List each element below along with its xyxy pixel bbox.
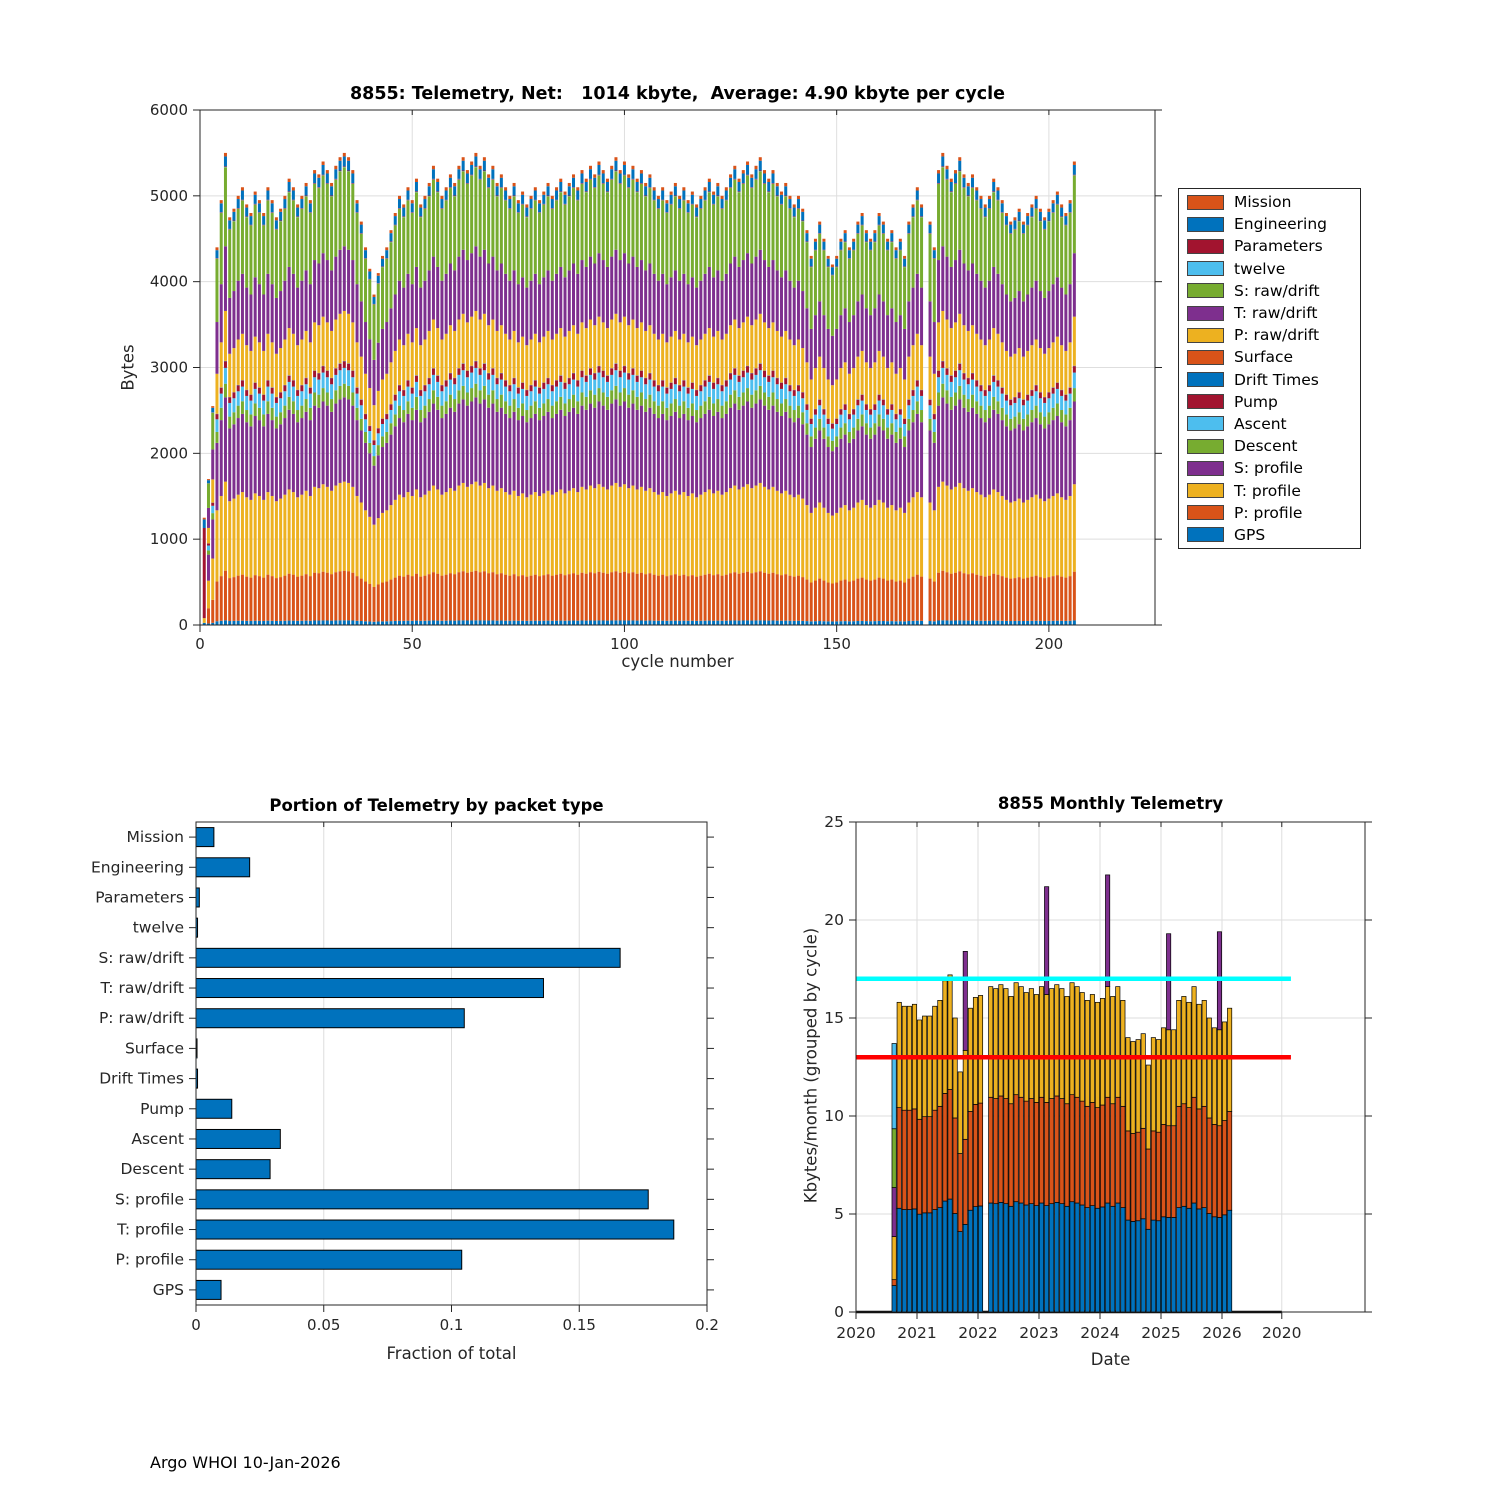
svg-text:100: 100 [610, 635, 639, 653]
svg-text:4000: 4000 [149, 272, 188, 291]
legend-swatch [1187, 483, 1224, 498]
svg-text:15: 15 [824, 1009, 844, 1027]
portion-chart-title: Portion of Telemetry by packet type [269, 796, 604, 815]
portion-chart-xlabel: Fraction of total [386, 1344, 517, 1363]
svg-text:1000: 1000 [149, 530, 188, 549]
monthly-chart [824, 813, 1372, 1342]
top-chart-bars [203, 153, 1076, 625]
legend-item-t-profile [1179, 479, 1360, 501]
legend-label: Parameters [1234, 237, 1323, 256]
monthly-chart-title: 8855 Monthly Telemetry [997, 794, 1224, 813]
legend-item-descent [1179, 435, 1360, 457]
legend-label: S: raw/drift [1234, 281, 1320, 300]
legend-item-p-raw-drift [1179, 324, 1360, 346]
svg-text:0: 0 [191, 1316, 201, 1334]
svg-text:Drift Times: Drift Times [99, 1069, 184, 1088]
svg-text:Mission: Mission [126, 828, 184, 847]
svg-text:0.15: 0.15 [562, 1316, 596, 1334]
legend-item-engineering [1179, 213, 1360, 235]
svg-text:5: 5 [834, 1205, 844, 1223]
monthly-chart-xlabel: Date [1090, 1350, 1131, 1369]
svg-text:2025: 2025 [1141, 1324, 1181, 1342]
legend-swatch [1187, 416, 1224, 431]
legend-swatch [1187, 505, 1224, 520]
svg-text:Parameters: Parameters [95, 888, 184, 907]
svg-text:2020: 2020 [1262, 1324, 1302, 1342]
figure-footer: Argo WHOI 10-Jan-2026 [150, 1453, 341, 1472]
legend-label: Ascent [1234, 414, 1287, 433]
svg-text:Descent: Descent [120, 1160, 184, 1179]
portion-chart [91, 822, 719, 1334]
svg-text:S: raw/drift: S: raw/drift [98, 948, 184, 967]
legend-label: Engineering [1234, 215, 1327, 234]
svg-text:3000: 3000 [149, 358, 188, 377]
svg-text:T: raw/drift: T: raw/drift [100, 979, 184, 998]
legend-swatch [1187, 217, 1224, 232]
legend-item-surface [1179, 346, 1360, 368]
legend-item-gps [1179, 524, 1360, 546]
svg-text:25: 25 [824, 813, 844, 831]
legend-item-ascent [1179, 413, 1360, 435]
legend-swatch [1187, 239, 1224, 254]
legend-swatch [1187, 195, 1224, 210]
svg-text:2000: 2000 [149, 444, 188, 463]
svg-text:Pump: Pump [140, 1099, 184, 1118]
legend-swatch [1187, 328, 1224, 343]
svg-text:2024: 2024 [1080, 1324, 1120, 1342]
svg-text:Ascent: Ascent [131, 1129, 184, 1148]
monthly-chart-bars [892, 875, 1232, 1312]
top-chart-xlabel: cycle number [621, 652, 734, 671]
legend-label: twelve [1234, 259, 1286, 278]
svg-text:P: raw/drift: P: raw/drift [98, 1009, 184, 1028]
legend-label: Mission [1234, 193, 1292, 212]
svg-text:S: profile: S: profile [115, 1190, 184, 1209]
legend-swatch [1187, 394, 1224, 409]
svg-text:2020: 2020 [836, 1324, 876, 1342]
svg-text:P: profile: P: profile [115, 1250, 184, 1269]
svg-text:0: 0 [834, 1303, 844, 1321]
svg-text:0.2: 0.2 [695, 1316, 719, 1334]
legend [1178, 188, 1361, 549]
legend-item-s-raw-drift [1179, 280, 1360, 302]
legend-swatch [1187, 439, 1224, 454]
legend-label: S: profile [1234, 459, 1303, 478]
svg-text:150: 150 [822, 635, 851, 653]
legend-label: T: profile [1234, 481, 1301, 500]
svg-text:2021: 2021 [897, 1324, 937, 1342]
legend-label: P: profile [1234, 503, 1303, 522]
svg-text:50: 50 [402, 635, 422, 653]
svg-text:5000: 5000 [149, 186, 188, 205]
svg-text:2022: 2022 [958, 1324, 998, 1342]
legend-label: P: raw/drift [1234, 326, 1320, 345]
legend-label: GPS [1234, 525, 1266, 544]
svg-text:Engineering: Engineering [91, 858, 184, 877]
legend-swatch [1187, 261, 1224, 276]
legend-swatch [1187, 306, 1224, 321]
top-chart-ylabel: Bytes [118, 344, 138, 391]
portion-chart-bars [196, 828, 674, 1300]
legend-label: T: raw/drift [1234, 304, 1318, 323]
svg-text:6000: 6000 [149, 101, 188, 119]
legend-swatch [1187, 527, 1224, 542]
svg-text:Surface: Surface [124, 1039, 184, 1058]
legend-swatch [1187, 350, 1224, 365]
svg-text:GPS: GPS [152, 1280, 184, 1299]
top-chart-title: 8855: Telemetry, Net: 1014 kbyte, Average: 4.90 kbyte per cycle [349, 84, 1006, 104]
svg-text:200: 200 [1034, 635, 1064, 653]
monthly-chart-ylabel: Kbytes/month (grouped by cycle) [801, 927, 821, 1204]
legend-swatch [1187, 283, 1224, 298]
legend-label: Pump [1234, 392, 1278, 411]
svg-text:T: profile: T: profile [117, 1220, 184, 1239]
svg-text:2023: 2023 [1019, 1324, 1059, 1342]
svg-text:20: 20 [824, 911, 844, 929]
svg-text:0: 0 [195, 635, 205, 653]
legend-item-twelve [1179, 258, 1360, 280]
top-chart [150, 101, 1162, 653]
legend-item-drift-times [1179, 369, 1360, 391]
svg-text:0.1: 0.1 [439, 1316, 464, 1334]
legend-item-t-raw-drift [1179, 302, 1360, 324]
svg-text:0.05: 0.05 [307, 1316, 341, 1334]
legend-swatch [1187, 372, 1224, 387]
legend-label: Drift Times [1234, 370, 1319, 389]
legend-item-s-profile [1179, 457, 1360, 479]
legend-swatch [1187, 461, 1224, 476]
svg-text:2026: 2026 [1202, 1324, 1242, 1342]
legend-label: Surface [1234, 348, 1294, 367]
svg-text:0: 0 [178, 616, 188, 634]
legend-item-p-profile [1179, 502, 1360, 524]
legend-label: Descent [1234, 437, 1298, 456]
svg-text:twelve: twelve [132, 918, 184, 937]
legend-item-pump [1179, 391, 1360, 413]
legend-item-parameters [1179, 235, 1360, 257]
svg-text:10: 10 [824, 1107, 844, 1125]
legend-item-mission [1179, 191, 1360, 213]
